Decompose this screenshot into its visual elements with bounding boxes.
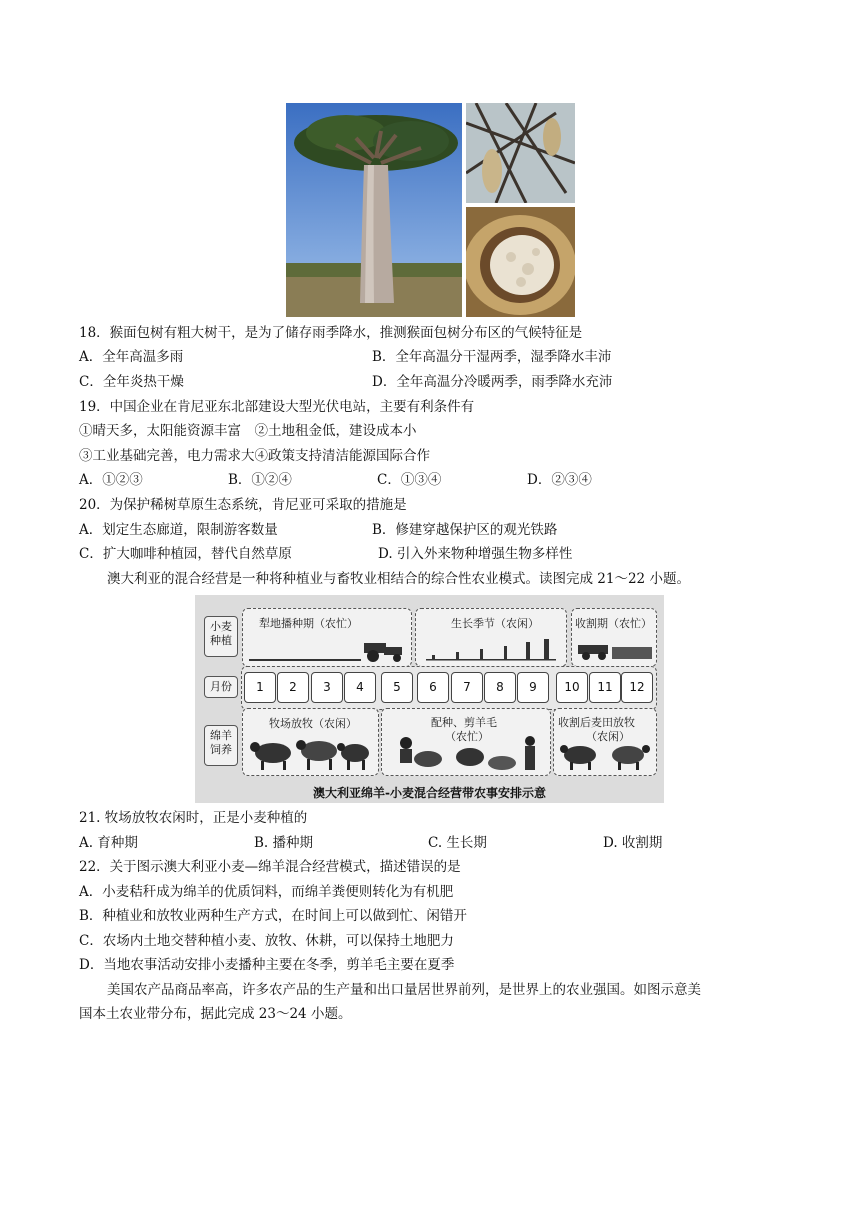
q22-option-d: D．当地农事活动安排小麦播种主要在冬季，剪羊毛主要在夏季 — [79, 957, 455, 973]
farm-schedule-figure — [195, 595, 664, 803]
month-10: 10 — [556, 672, 588, 703]
q20-option-c: C．扩大咖啡种植园，替代自然草原 — [79, 546, 292, 562]
q20-option-a: A．划定生态廊道，限制游客数量 — [79, 522, 278, 538]
month-12: 12 — [621, 672, 653, 703]
q18-option-b: B．全年高温分干湿两季，湿季降水丰沛 — [372, 349, 612, 365]
wheat-row-label: 小麦 种植 — [204, 616, 238, 657]
baobab-tree-photo — [286, 103, 462, 317]
q19-stem: 19．中国企业在肯尼亚东北部建设大型光伏电站，主要有利条件有 — [79, 399, 475, 415]
q19-option-c: C．①③④ — [377, 472, 442, 488]
q19-option-d: D．②③④ — [527, 472, 592, 488]
q19-condition-line2: ③工业基础完善，电力需求大④政策支持清洁能源国际合作 — [79, 448, 430, 464]
intro-23-24-line2: 国本土农业带分布，据此完成 23～24 小题。 — [79, 1006, 352, 1022]
wheat-stage-harvest — [571, 608, 657, 667]
sheep-stage-grazing — [242, 708, 379, 776]
month-8: 8 — [484, 672, 516, 703]
intro-21-22: 澳大利亚的混合经营是一种将种植业与畜牧业相结合的综合性农业模式。读图完成 21～22 小题。 — [107, 571, 690, 587]
baobab-fruit-photo — [466, 103, 575, 203]
q18-option-d: D．全年高温分冷暖两季，雨季降水充沛 — [372, 374, 613, 390]
month-9: 9 — [517, 672, 549, 703]
sheep-stage-stubble — [553, 708, 657, 776]
q18-stem: 18．猴面包树有粗大树干，是为了储存雨季降水，推测猴面包树分布区的气候特征是 — [79, 325, 583, 341]
sheep-stage-stubble-idle: （农闲） — [586, 730, 630, 743]
month-row-label: 月份 — [204, 676, 238, 698]
q19-option-a: A．①②③ — [79, 472, 143, 488]
harvester-icon — [576, 639, 654, 661]
q22-option-b: B．种植业和放牧业两种生产方式，在时间上可以做到忙、闲错开 — [79, 908, 467, 924]
wheat-stage-sowing — [242, 608, 412, 667]
sheep-grazing-icon — [249, 733, 373, 771]
month-3: 3 — [311, 672, 343, 703]
month-5: 5 — [381, 672, 413, 703]
q19-condition-line1: ①晴天多，太阳能资源丰富 ②土地租金低，建设成本小 — [79, 423, 417, 439]
q21-option-a: A. 育种期 — [79, 835, 138, 851]
wheat-stage-harvest-label: 收割期（农忙） — [575, 617, 652, 630]
month-2: 2 — [277, 672, 309, 703]
sheep-stage-stubble-label: 收割后麦田放牧 — [558, 716, 635, 729]
q20-option-b: B．修建穿越保护区的观光铁路 — [372, 522, 558, 538]
shearing-icon — [390, 735, 542, 771]
month-6: 6 — [417, 672, 449, 703]
sheep-row-label: 绵羊 饲养 — [204, 725, 238, 766]
q21-option-b: B. 播种期 — [254, 835, 314, 851]
figure-caption: 澳大利亚绵羊-小麦混合经营带农事安排示意 — [313, 786, 546, 800]
q18-option-a: A．全年高温多雨 — [79, 349, 184, 365]
month-7: 7 — [451, 672, 483, 703]
sheep-stubble-icon — [560, 739, 652, 771]
sheep-stage-breeding-busy: （农忙） — [445, 730, 489, 743]
q22-option-c: C．农场内土地交替种植小麦、放牧、休耕，可以保持土地肥力 — [79, 933, 454, 949]
month-11: 11 — [589, 672, 621, 703]
sheep-stage-grazing-label: 牧场放牧（农闲） — [269, 717, 357, 730]
wheat-growth-icon — [426, 637, 556, 661]
sheep-stage-breeding — [381, 708, 551, 776]
tractor-icon — [249, 639, 409, 663]
q18-option-c: C．全年炎热干燥 — [79, 374, 184, 390]
q21-option-d: D. 收割期 — [603, 835, 663, 851]
q21-option-c: C. 生长期 — [428, 835, 487, 851]
month-1: 1 — [244, 672, 276, 703]
q22-option-a: A．小麦秸秆成为绵羊的优质饲料，而绵羊粪便则转化为有机肥 — [79, 884, 454, 900]
intro-23-24-line1: 美国农产品商品率高，许多农产品的生产量和出口量居世界前列，是世界上的农业强国。如图示意美 — [107, 982, 701, 998]
sheep-stage-breeding-label: 配种、剪羊毛 — [431, 716, 497, 729]
q22-stem: 22．关于图示澳大利亚小麦—绵羊混合经营模式，描述错误的是 — [79, 859, 461, 875]
q20-stem: 20．为保护稀树草原生态系统，肯尼亚可采取的措施是 — [79, 497, 407, 513]
month-4: 4 — [344, 672, 376, 703]
wheat-stage-growing — [415, 608, 567, 667]
q19-option-b: B．①②④ — [228, 472, 292, 488]
q20-option-d: D. 引入外来物种增强生物多样性 — [378, 546, 573, 562]
wheat-stage-growing-label: 生长季节（农闲） — [451, 617, 539, 630]
baobab-seeds-basket-photo — [466, 207, 575, 317]
wheat-stage-sowing-label: 犁地播种期（农忙） — [259, 617, 358, 630]
q21-stem: 21. 牧场放牧农闲时，正是小麦种植的 — [79, 810, 308, 826]
